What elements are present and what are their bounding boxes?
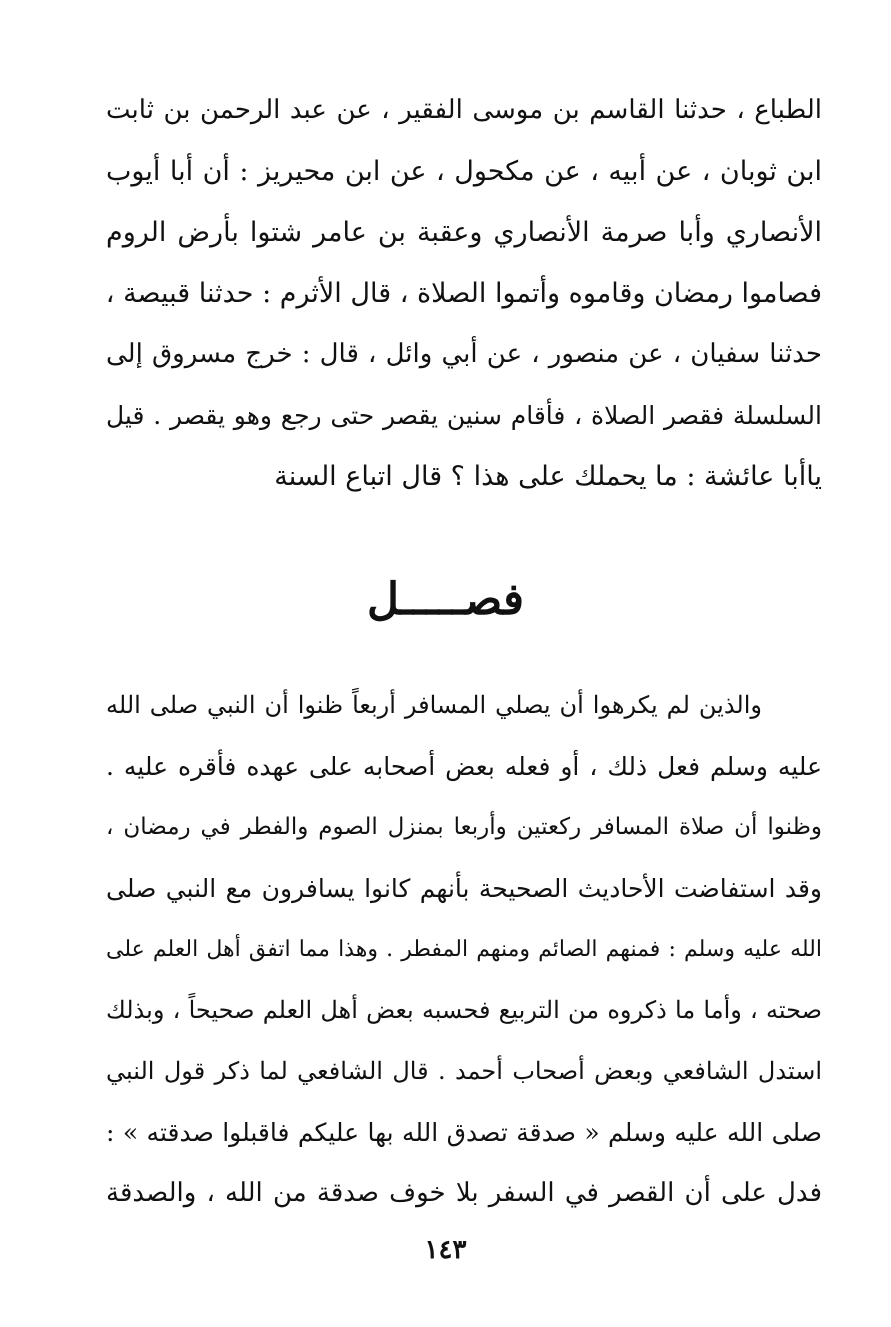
- top-paragraph: [106, 80, 822, 507]
- text-line: وظنوا أن صلاة المسافر ركعتين وأربعا بمنزل الصوم والفطر في رمضان ،: [106, 814, 822, 840]
- text-line: صحته ، وأما ما ذكروه من التربيع فحسبه بعض أهل العلم صحيحاً ، وبذلك: [106, 996, 822, 1024]
- section-heading: فصـــــل: [367, 574, 524, 625]
- text-line: فصاموا رمضان وقاموه وأتموا الصلاة ، قال الأثرم : حدثنا قبيصة ،: [106, 278, 822, 309]
- page-number: ١٤٣: [424, 1235, 467, 1265]
- text-line: صلى الله عليه وسلم « صدقة تصدق الله بها عليكم فاقبلوا صدقته » :: [106, 1118, 822, 1147]
- text-line: وقد استفاضت الأحاديث الصحيحة بأنهم كانوا يسافرون مع النبي صلى: [106, 874, 822, 903]
- text-line: السلسلة فقصر الصلاة ، فأقام سنين يقصر حتى رجع وهو يقصر . قيل: [106, 401, 822, 430]
- bottom-paragraph: [106, 675, 822, 1224]
- text-line: الطباع ، حدثنا القاسم بن موسى الفقير ، عن عبد الرحمن بن ثابت: [106, 95, 822, 125]
- text-line: ياأبا عائشة : ما يحملك على هذا ؟ قال اتباع السنة: [274, 461, 822, 492]
- text-line: استدل الشافعي وبعض أصحاب أحمد . قال الشافعي لما ذكر قول النبي: [106, 1057, 822, 1085]
- text-line: عليه وسلم فعل ذلك ، أو فعله بعض أصحابه على عهده فأقره عليه .: [106, 752, 822, 781]
- text-line: فدل على أن القصر في السفر بلا خوف صدقة من الله ، والصدقة: [106, 1178, 822, 1208]
- text-line: حدثنا سفيان ، عن منصور ، عن أبي وائل ، قال : خرج مسروق إلى: [106, 339, 822, 369]
- text-line: الأنصاري وأبا صرمة الأنصاري وعقبة بن عامر شتوا بأرض الروم: [106, 217, 822, 248]
- text-line: ابن ثوبان ، عن أبيه ، عن مكحول ، عن ابن محيريز : أن أبا أيوب: [106, 156, 822, 187]
- text-line: والذين لم يكرهوا أن يصلي المسافر أربعاً ظنوا أن النبي صلى الله: [106, 691, 762, 719]
- text-line: الله عليه وسلم : فمنهم الصائم ومنهم المفطر . وهذا مما اتفق أهل العلم على: [106, 937, 822, 962]
